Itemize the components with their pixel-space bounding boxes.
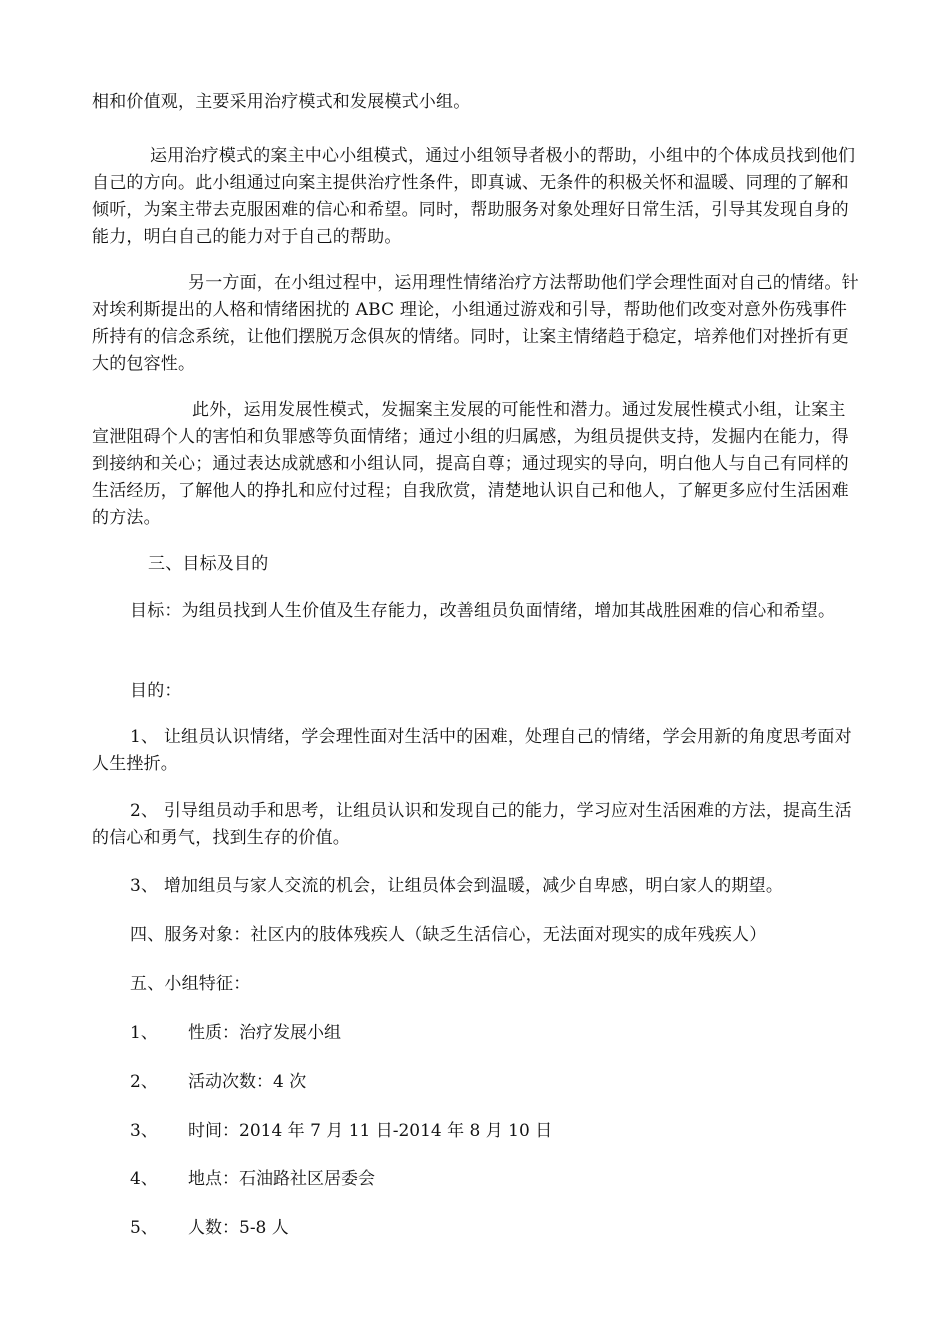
feature-text: 活动次数：4 次 <box>188 1072 307 1092</box>
feature-item <box>130 1118 552 1145</box>
paragraph-developmental-model: 此外，运用发展性模式，发掘案主发展的可能性和潜力。通过发展性模式小组，让案主宣泄阻碍个人的害怕和负罪感等负面情绪；通过小组的归属感，为组员提供支持，发掘内在能力，得到接纳和关心；通过表达成就感和小组认同，提高自尊；通过现实的导向，明白他人与自己有同样的生活经历，了解他人的挣扎和应付过程；自我欣赏，清楚地认识自己和他人，了解更多应付生活困难的方法。 <box>92 400 849 528</box>
feature-text: 性质：治疗发展小组 <box>188 1023 341 1043</box>
section-heading-service-target: 四、服务对象：社区内的肢体残疾人（缺乏生活信心，无法面对现实的成年残疾人） <box>130 925 767 945</box>
paragraph-client-centered-model: 运用治疗模式的案主中心小组模式，通过小组领导者极小的帮助，小组中的个体成员找到他们自己的方向。此小组通过向案主提供治疗性条件，即真诚、无条件的积极关怀和温暖、同理的了解和倾听，为案主带去克服困难的信心和希望。同时，帮助服务对象处理好日常生活，引导其发现自身的能力，明白自己的能力对于自己的帮助。 <box>92 146 856 247</box>
feature-number: 1、 <box>130 1023 158 1043</box>
feature-number: 2、 <box>130 1072 158 1092</box>
paragraph-goal: 目标：为组员找到人生价值及生存能力，改善组员负面情绪，增加其战胜困难的信心和希望。 <box>130 601 836 621</box>
section-heading-goals: 三、目标及目的 <box>148 554 269 574</box>
purpose-label: 目的： <box>130 681 182 701</box>
feature-text: 地点：石油路社区居委会 <box>188 1169 375 1189</box>
feature-number: 3、 <box>130 1121 158 1141</box>
purpose-item-2: 2、 引导组员动手和思考，让组员认识和发现自己的能力，学习应对生活困难的方法，提高生活的信心和勇气，找到生存的价值。 <box>92 801 852 848</box>
paragraph-rational-emotive-therapy: 另一方面，在小组过程中，运用理性情绪治疗方法帮助他们学会理性面对自己的情绪。针对埃利斯提出的人格和情绪困扰的 ABC 理论，小组通过游戏和引导，帮助他们改变对意外伤残事件所持有的信念系统，让他们摆脱万念俱灰的情绪。同时，让案主情绪趋于稳定，培养他们对挫折有更大的包容性。 <box>92 273 859 374</box>
feature-number: 5、 <box>130 1218 158 1238</box>
purpose-item-1: 1、 让组员认识情绪，学会理性面对生活中的困难，处理自己的情绪，学会用新的角度思考面对人生挫折。 <box>92 727 852 774</box>
feature-item <box>130 1069 306 1096</box>
feature-item <box>130 1020 341 1047</box>
feature-item <box>130 1166 375 1193</box>
feature-item <box>130 1215 289 1242</box>
feature-text: 时间：2014 年 7 月 11 日-2014 年 8 月 10 日 <box>188 1121 553 1141</box>
paragraph-values-intro: 相和价值观，主要采用治疗模式和发展模式小组。 <box>92 92 471 112</box>
purpose-item-3: 3、 增加组员与家人交流的机会，让组员体会到温暖，减少自卑感，明白家人的期望。 <box>130 876 784 896</box>
feature-text: 人数：5-8 人 <box>188 1218 289 1238</box>
section-heading-group-features: 五、小组特征： <box>130 974 251 994</box>
feature-number: 4、 <box>130 1169 158 1189</box>
